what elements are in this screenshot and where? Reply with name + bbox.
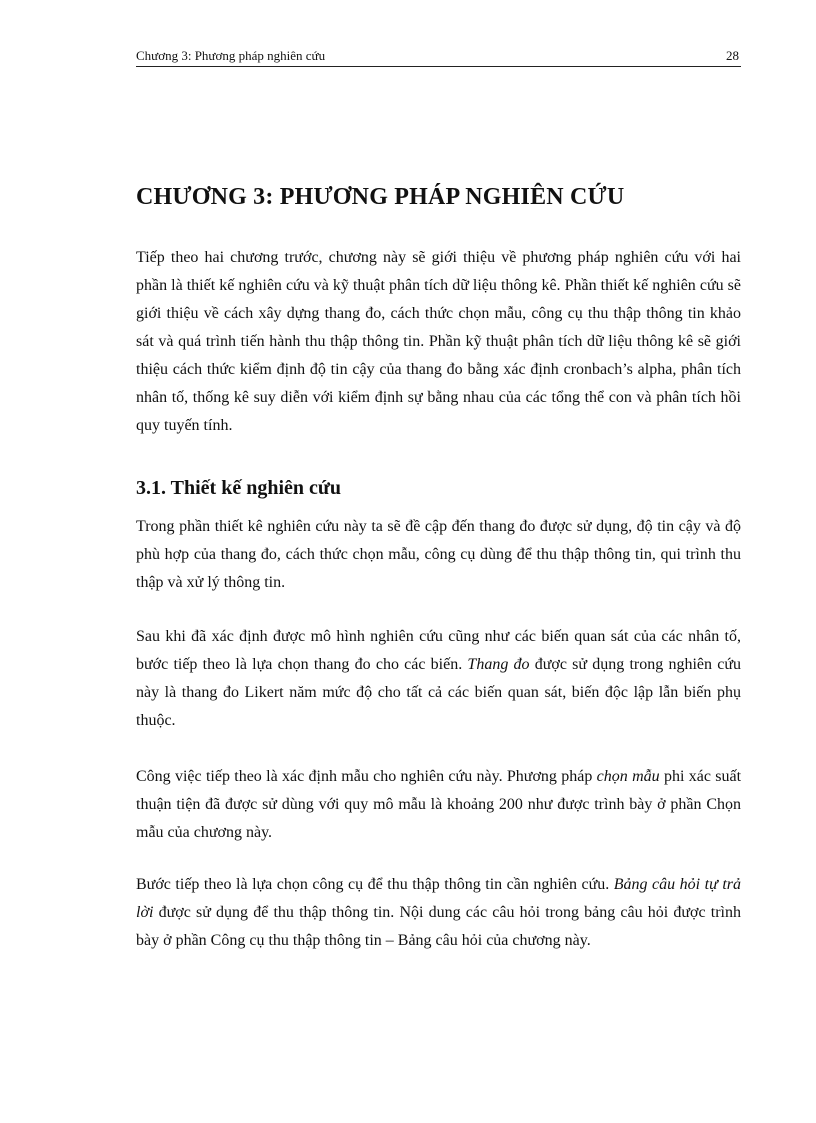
paragraph-4-emphasis: Bảng câu hỏi tự trả lời [136,876,742,921]
section-paragraph-3 [136,763,741,847]
chapter-title: CHƯƠNG 3: PHƯƠNG PHÁP NGHIÊN CỨU [136,184,625,210]
intro-paragraph: Tiếp theo hai chương trước, chương này sẽ giới thiệu về phương pháp nghiên cứu với hai phần là thiết kế nghiên cứu và kỹ thuật phân tích dữ liệu thông kê. Phần thiết kế nghiên cứu sẽ giới thiệu về cách xây dựng thang đo, cách thức chọn mẫu, công cụ thu thập thông tin khảo sát và quá trình tiến hành thu thập thông tin. Phần kỹ thuật phân tích dữ liệu thông kê sẽ giới thiệu cách thức kiểm định độ tin cậy của thang đo bằng xác định cronbach’s alpha, phân tích nhân tố, thống kê suy diễn với kiểm định sự bằng nhau của các tổng thể con và phân tích hồi quy tuyến tính. [136,249,741,434]
page-number: 28 [726,48,739,63]
paragraph-3-emphasis: chọn mẫu [596,768,660,785]
paragraph-2-emphasis: Thang đo [467,656,530,673]
paragraph-3-text-end: phi xác suất thuận tiện đã được sử dùng với quy mô mẫu là khoảng 200 như được trình bày ở phần Chọn mẫu của chương này. [136,768,742,841]
paragraph-4-text-start: Bước tiếp theo là lựa chọn công cụ để thu thập thông tin cần nghiên cứu. [136,876,614,893]
section-heading: 3.1. Thiết kế nghiên cứu [136,477,341,499]
paragraph-2-text-end: được sử dụng trong nghiên cứu này là thang đo Likert năm mức độ cho tất cả các biến quan sát, biến độc lập lẫn biến phụ thuộc. [136,656,741,729]
running-header [136,48,741,67]
section-paragraph-1: Trong phần thiết kê nghiên cứu này ta sẽ đề cập đến thang đo được sử dụng, độ tin cậy và độ phù hợp của thang đo, cách thức chọn mẫu, công cụ dùng để thu thập thông tin, qui trình thu thập và xử lý thông tin. [136,518,741,591]
paragraph-3-text-start: Công việc tiếp theo là xác định mẫu cho nghiên cứu này. Phương pháp [136,768,597,785]
header-chapter-title: Chương 3: Phương pháp nghiên cứu [136,48,326,63]
paragraph-2-text-start: Sau khi đã xác định được mô hình nghiên cứu cũng như các biến quan sát của các nhân tố, bước tiếp theo là lựa chọn thang đo cho các biến. [136,628,741,673]
paragraph-4-text-end: được sử dụng để thu thập thông tin. Nội dung các câu hỏi trong bảng câu hỏi được trình bày ở phần Công cụ thu thập thông tin – Bảng câu hỏi của chương này. [136,904,741,949]
section-paragraph-2 [136,623,741,735]
section-paragraph-4 [136,871,741,955]
